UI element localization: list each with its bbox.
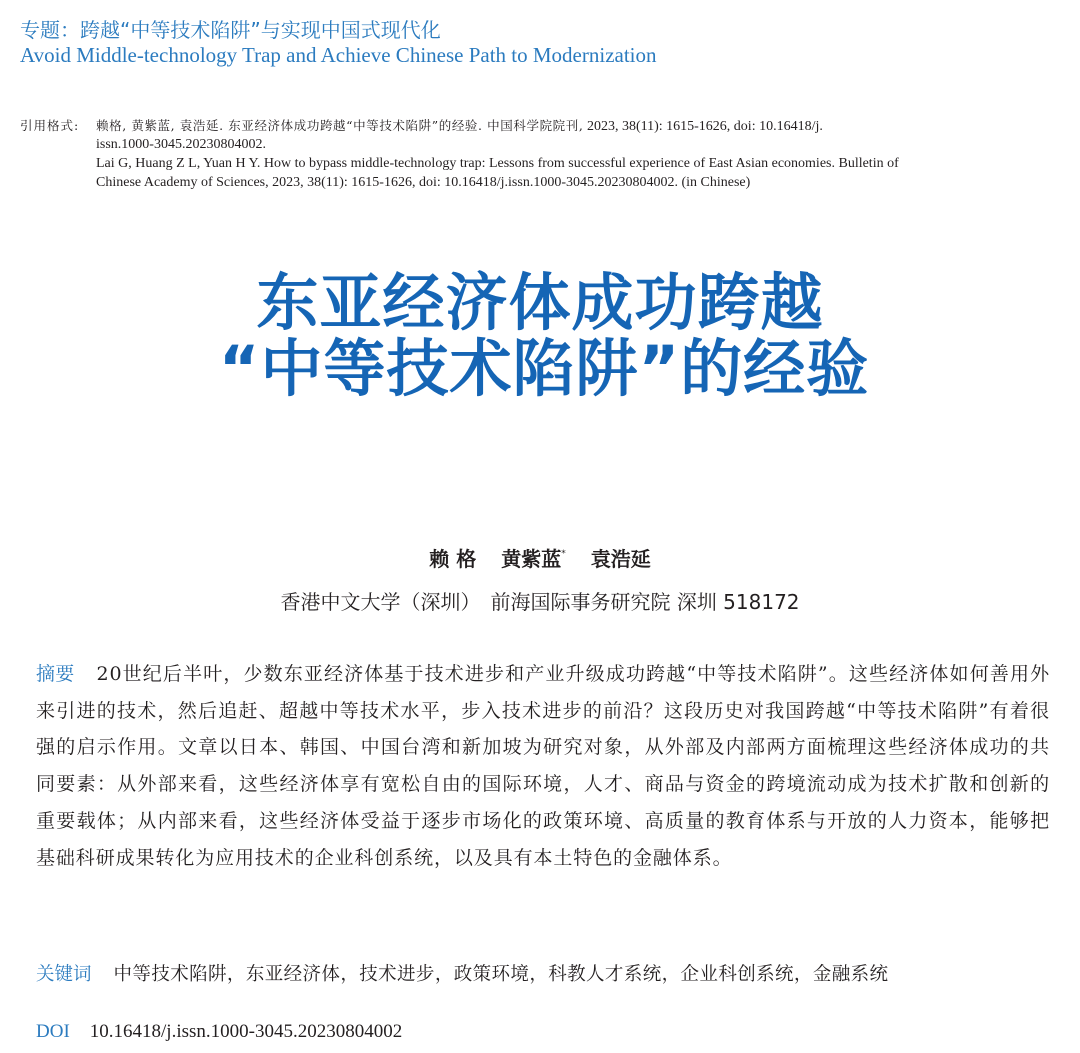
citation-chinese-text: 赖格, 黄紫蓝, 袁浩延. 东亚经济体成功跨越“中等技术陷阱”的经验. 中国科学院院刊, xyxy=(96,118,584,133)
corresponding-author-mark: * xyxy=(561,549,566,559)
keywords-text: 中等技术陷阱，东亚经济体，技术进步，政策环境，科教人才系统，企业科创系统，金融系统 xyxy=(113,964,889,985)
author-name: 袁浩延 xyxy=(590,547,651,571)
topic-header-english: Avoid Middle-technology Trap and Achieve Chinese Path to Modernization xyxy=(20,43,657,67)
author-name: 黄紫蓝 xyxy=(501,547,562,571)
author-affiliation: 香港中文大学（深圳） 前海国际事务研究院 深圳 518172 xyxy=(280,590,800,614)
citation-chinese-numbers: 2023, 38(11): 1615-1626, doi: 10.16418/j. xyxy=(583,119,823,134)
author xyxy=(591,543,651,572)
article-title-line-2: “中等技术陷阱”的经验 xyxy=(218,332,870,405)
author-name: 赖 格 xyxy=(429,547,477,571)
citation-label: 引用格式: xyxy=(20,118,80,133)
keywords-section xyxy=(36,960,1050,990)
article-title xyxy=(0,266,1080,405)
doi-section xyxy=(36,1017,402,1047)
doi-label: DOI xyxy=(36,1021,70,1042)
citation-english-line-1: Lai G, Huang Z L, Yuan H Y. How to bypass middle-technology trap: Lessons from successful experience of East Asian economies. Bulletin of xyxy=(96,156,899,171)
author xyxy=(501,543,566,572)
abstract-text: 20世纪后半叶，少数东亚经济体基于技术进步和产业升级成功跨越“中等技术陷阱”。这些经济体如何善用外来引进的技术，然后追赶、超越中等技术水平，步入技术进步的前沿？这段历史对我国跨越“中等技术陷阱”有着很强的启示作用。文章以日本、韩国、中国台湾和新加坡为研究对象，从外部及内部两方面梳理这些经济体成功的共同要素：从外部来看，这些经济体享有宽松自由的国际环境，人才、商品与资金的跨境流动成为技术扩散和创新的重要载体；从内部来看，这些经济体受益于逐步市场化的政策环境、高质量的教育体系与开放的人力资本，能够把基础科研成果转化为应用技术的企业科创系统，以及具有本土特色的金融体系。 xyxy=(36,663,1050,869)
citation-chinese-line-2: issn.1000-3045.20230804002. xyxy=(96,137,266,152)
author-list xyxy=(0,543,1080,572)
abstract-section xyxy=(36,656,1050,876)
keywords-label: 关键词 xyxy=(36,964,92,985)
citation-english-line-2: Chinese Academy of Sciences, 2023, 38(11): 1615-1626, doi: 10.16418/j.issn.1000-3045.20230804002. (in Chinese) xyxy=(96,175,751,190)
author xyxy=(429,543,476,572)
citation-chinese-line xyxy=(96,116,823,136)
article-title-line-1: 东亚经济体成功跨越 xyxy=(256,266,824,339)
abstract-label: 摘要 xyxy=(36,663,75,685)
doi-value: 10.16418/j.issn.1000-3045.20230804002 xyxy=(89,1021,403,1042)
topic-header-chinese: 专题：跨越“中等技术陷阱”与实现中国式现代化 xyxy=(20,18,441,42)
